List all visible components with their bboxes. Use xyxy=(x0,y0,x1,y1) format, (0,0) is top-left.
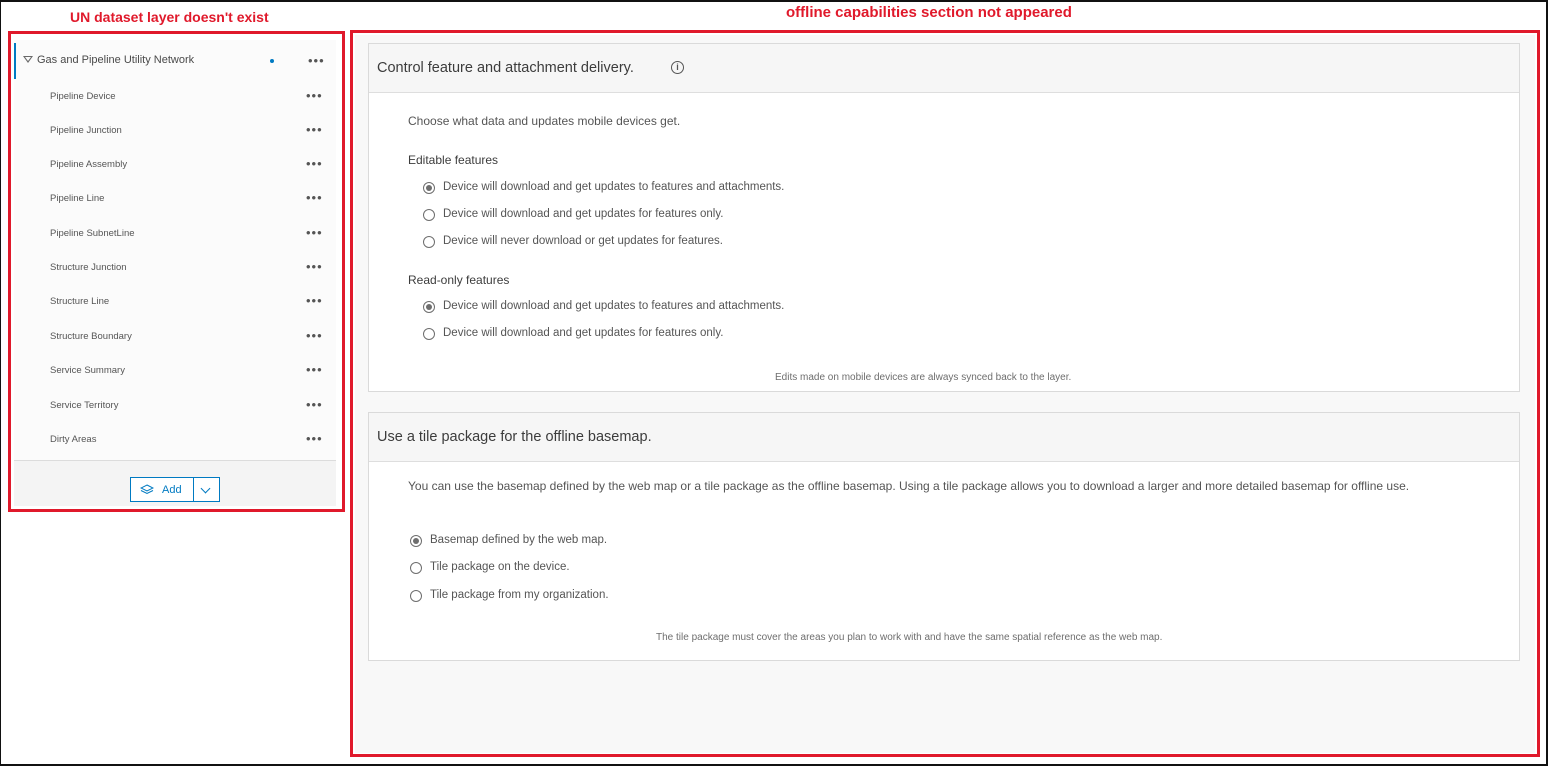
radio-label: Device will download and get updates for features only. xyxy=(443,327,724,339)
layer-label: Structure Line xyxy=(50,296,110,307)
more-horizontal-icon[interactable]: ••• xyxy=(306,190,323,205)
basemap-title: Use a tile package for the offline basemap. xyxy=(377,429,652,445)
layer-label: Service Summary xyxy=(50,365,125,376)
layer-label: Pipeline Line xyxy=(50,193,105,204)
radio-label: Device will download and get updates to features and attachments. xyxy=(443,300,785,312)
delivery-description: Choose what data and updates mobile devices get. xyxy=(408,114,681,128)
radio-label: Tile package from my organization. xyxy=(430,589,609,601)
more-horizontal-icon[interactable]: ••• xyxy=(308,53,325,68)
layer-label: Pipeline Junction xyxy=(50,125,122,136)
annotation-left: UN dataset layer doesn't exist xyxy=(70,9,269,25)
radio-label: Tile package on the device. xyxy=(430,561,570,573)
basemap-description: You can use the basemap defined by the web map or a tile package as the offline basemap. Using a tile package allows you to download a larger and more detailed basemap for offline use. xyxy=(408,479,1410,493)
more-horizontal-icon[interactable]: ••• xyxy=(306,122,323,137)
layer-label: Structure Boundary xyxy=(50,331,132,342)
layer-label: Structure Junction xyxy=(50,262,127,273)
more-horizontal-icon[interactable]: ••• xyxy=(306,293,323,308)
more-horizontal-icon[interactable]: ••• xyxy=(306,431,323,446)
delivery-note: Edits made on mobile devices are always synced back to the layer. xyxy=(775,372,1072,383)
more-horizontal-icon[interactable]: ••• xyxy=(306,156,323,171)
more-horizontal-icon[interactable]: ••• xyxy=(306,259,323,274)
annotation-right: offline capabilities section not appeared xyxy=(786,4,1072,21)
layer-label: Pipeline Device xyxy=(50,91,116,102)
more-horizontal-icon[interactable]: ••• xyxy=(306,362,323,377)
radio-label: Device will download and get updates to features and attachments. xyxy=(443,181,785,193)
delivery-title: Control feature and attachment delivery. xyxy=(377,60,634,76)
basemap-note: The tile package must cover the areas you plan to work with and have the same spatial reference as the web map. xyxy=(656,632,1163,643)
layer-label: Service Territory xyxy=(50,400,119,411)
info-icon[interactable]: i xyxy=(671,61,684,74)
layer-label: Dirty Areas xyxy=(50,434,97,445)
layer-label: Pipeline Assembly xyxy=(50,159,128,170)
layer-group-label: Gas and Pipeline Utility Network xyxy=(37,54,195,66)
radio-label: Device will download and get updates for features only. xyxy=(443,208,724,220)
radio-label: Device will never download or get updates for features. xyxy=(443,235,723,247)
more-horizontal-icon[interactable]: ••• xyxy=(306,88,323,103)
more-horizontal-icon[interactable]: ••• xyxy=(306,225,323,240)
add-button-label: Add xyxy=(162,484,182,496)
annotation-box-left xyxy=(8,31,345,512)
more-horizontal-icon[interactable]: ••• xyxy=(306,397,323,412)
readonly-features-label: Read-only features xyxy=(408,273,510,287)
annotation-box-right xyxy=(350,30,1540,757)
editable-features-label: Editable features xyxy=(408,153,499,167)
layer-label: Pipeline SubnetLine xyxy=(50,228,135,239)
more-horizontal-icon[interactable]: ••• xyxy=(306,328,323,343)
radio-label: Basemap defined by the web map. xyxy=(430,534,608,546)
